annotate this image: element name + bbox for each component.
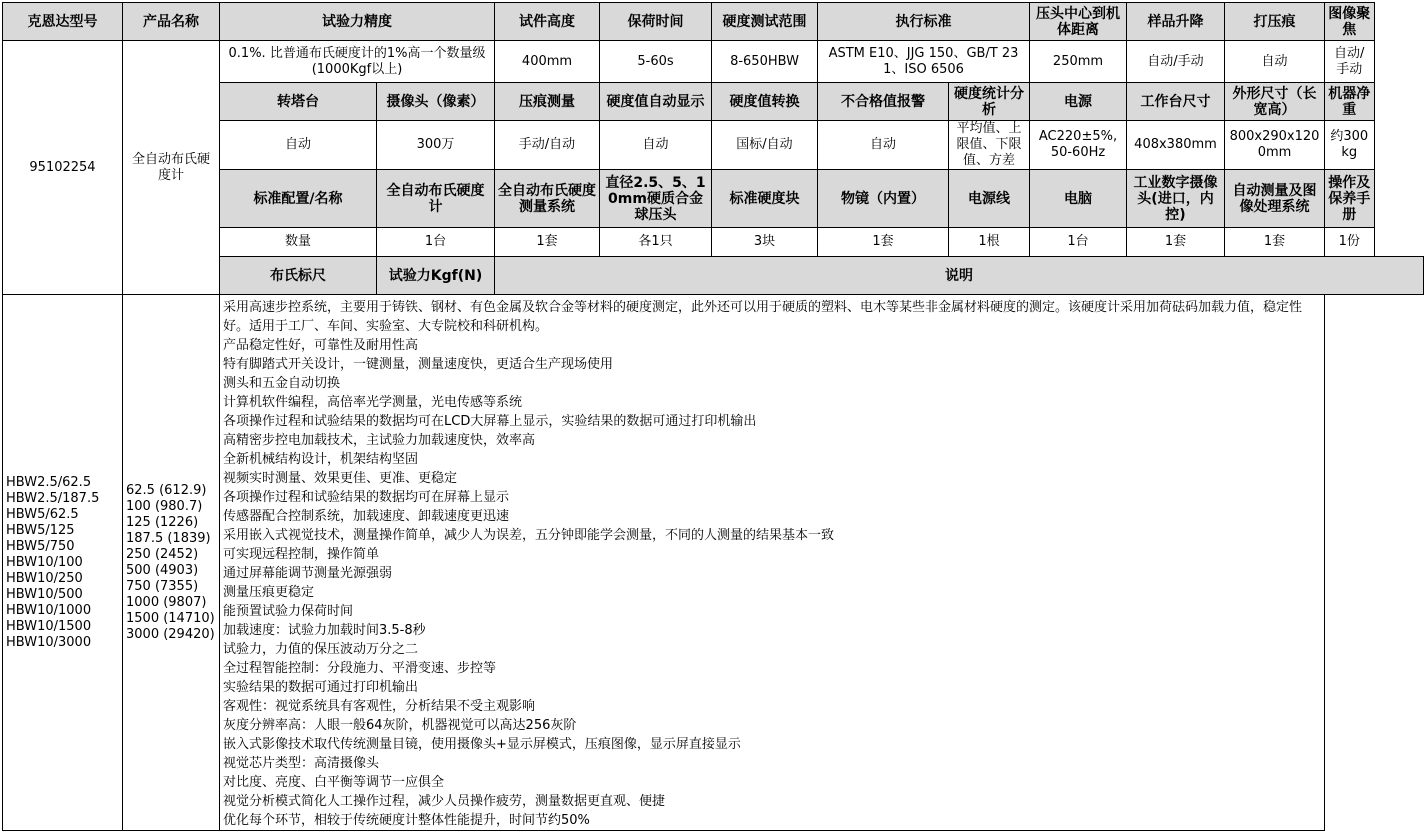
description-line: 加载速度：试验力加载时间3.5-8秒 [223,623,426,638]
force-item: 500 (4903) [126,562,199,578]
description-line: 对比度、亮度、白平衡等调节一应俱全 [223,775,445,790]
force-item: 125 (1226) [126,514,199,530]
description-line: 传感器配合控制系统，加载速度、卸载速度更迅速 [223,509,510,524]
value-cell: 自动 [600,121,712,170]
description-line: 各项操作过程和试验结果的数据均可在屏幕上显示 [223,490,510,505]
value-cell: 1台 [1030,228,1127,257]
product-name: 全自动布氏硬度计 [123,41,220,295]
description-line: 通过屏幕能调节测量光源强弱 [223,566,393,581]
value-cell: 250mm [1030,41,1127,83]
header-cell: 硬度统计分析 [949,83,1030,121]
header-cell: 保荷时间 [600,3,712,41]
value-cell: 400mm [495,41,600,83]
header-cell: 硬度值自动显示 [600,83,712,121]
scale-item: HBW5/62.5 [6,506,79,522]
model-number: 95102254 [3,41,123,295]
details-row [3,295,1424,831]
description-text [220,295,1325,831]
header-cell: 工作台尺寸 [1127,83,1225,121]
description-line: 视觉分析模式简化人工操作过程，减少人员操作疲劳，测量数据更直观、便捷 [223,794,666,809]
header-cell: 工业数字摄像头(进口，内控) [1127,170,1225,228]
description-line: 各项操作过程和试验结果的数据均可在LCD大屏幕上显示，实验结果的数据可通过打印机输出 [223,414,757,429]
description-line: 实验结果的数据可通过打印机输出 [223,680,419,695]
value-cell: 800x290x1200mm [1225,121,1325,170]
force-item: 1500 (14710) [126,610,215,626]
value-cell: 1套 [495,228,600,257]
force-item: 1000 (9807) [126,594,207,610]
force-item: 750 (7355) [126,578,199,594]
header-cell: 电源线 [949,170,1030,228]
header-cell: 克恩达型号 [3,3,123,41]
scale-item: HBW2.5/62.5 [6,474,92,490]
value-cell: 5-60s [600,41,712,83]
header-cell: 自动测量及图像处理系统 [1225,170,1325,228]
scale-list [3,295,123,831]
header-cell: 样品升降 [1127,3,1225,41]
value-cell: 自动 [1225,41,1325,83]
description-line: 能预置试验力保荷时间 [223,604,354,619]
value-cell: 自动/手动 [1325,41,1375,83]
description-header: 说明 [495,257,1424,295]
description-line: 测头和五金自动切换 [223,376,341,391]
description-line: 客观性：视觉系统具有客观性，分析结果不受主观影响 [223,699,536,714]
value-cell: 自动 [818,121,949,170]
spec-table [2,2,1424,831]
description-line: 测量压痕更稳定 [223,585,315,600]
scale-item: HBW10/1500 [6,618,92,634]
value-cell: 1份 [1325,228,1375,257]
scale-item: HBW5/750 [6,538,75,554]
value-cell: 3块 [712,228,818,257]
header-row-1 [3,3,1424,41]
force-item: 187.5 (1839) [126,530,211,546]
description-line: 全新机械结构设计，机架结构坚固 [223,452,419,467]
header-cell: 物镜（内置） [818,170,949,228]
description-line: 可实现远程控制，操作简单 [223,547,380,562]
value-cell: 平均值、上限值、下限值、方差 [949,121,1030,170]
value-cell: 1套 [1225,228,1325,257]
header-cell: 试件高度 [495,3,600,41]
scale-item: HBW5/125 [6,522,75,538]
header-cell: 机器净重 [1325,83,1375,121]
force-item: 100 (980.7) [126,498,203,514]
description-line: 嵌入式影像技术取代传统测量目镜，使用摄像头+显示屏模式，压痕图像，显示屏直接显示 [223,737,741,752]
description-line: 灰度分辨率高：人眼一般64灰阶，机器视觉可以高达256灰阶 [223,718,577,733]
values-row-1 [3,41,1424,83]
force-list [123,295,220,831]
value-cell: AC220±5%, 50-60Hz [1030,121,1127,170]
scale-item: HBW10/1000 [6,602,92,618]
value-cell: 408x380mm [1127,121,1225,170]
description-line: 采用嵌入式视觉技术，测量操作简单，减少人为误差，五分钟即能学会测量，不同的人测量的结果基本一致 [223,528,835,543]
value-cell: ASTM E10、JJG 150、GB/T 231、ISO 6506 [818,41,1030,83]
description-line: 产品稳定性好，可靠性及耐用性高 [223,338,419,353]
value-cell: 8-650HBW [712,41,818,83]
scale-item: HBW10/250 [6,570,83,586]
header-cell: 试验力精度 [220,3,495,41]
description-line: 计算机软件编程，高倍率光学测量，光电传感等系统 [223,395,523,410]
value-cell: 0.1%. 比普通布氏硬度计的1%高一个数量级(1000Kgf以上) [220,41,495,83]
scale-item: HBW10/100 [6,554,83,570]
force-item: 3000 (29420) [126,626,215,642]
header-cell: 压头中心到机体距离 [1030,3,1127,41]
description-line: 高精密步控电加载技术，主试验力加载速度快，效率高 [223,433,536,448]
header-cell: 外形尺寸（长宽高） [1225,83,1325,121]
description-line: 优化每个环节，相较于传统硬度计整体性能提升，时间节约50% [223,813,590,828]
scale-header: 布氏标尺 [220,257,377,295]
force-item: 250 (2452) [126,546,199,562]
force-header: 试验力Kgf(N) [377,257,495,295]
header-cell: 标准硬度块 [712,170,818,228]
header-cell: 压痕测量 [495,83,600,121]
scale-item: HBW10/500 [6,586,83,602]
value-cell: 约300kg [1325,121,1375,170]
description-line: 视觉芯片类型：高清摄像头 [223,756,380,771]
header-cell: 产品名称 [123,3,220,41]
force-item: 62.5 (612.9) [126,482,207,498]
description-line: 试验力，力值的保压波动万分之二 [223,642,419,657]
header-cell: 执行标准 [818,3,1030,41]
value-cell: 自动 [220,121,377,170]
header-cell: 硬度值转换 [712,83,818,121]
description-line: 视频实时测量、效果更佳、更准、更稳定 [223,471,458,486]
header-cell: 电脑 [1030,170,1127,228]
header-cell: 标准配置/名称 [220,170,377,228]
header-cell: 摄像头（像素） [377,83,495,121]
header-cell: 直径2.5、5、10mm硬质合金球压头 [600,170,712,228]
value-cell: 自动/手动 [1127,41,1225,83]
value-cell: 1根 [949,228,1030,257]
description-line: 全过程智能控制：分段施力、平滑变速、步控等 [223,661,497,676]
value-cell: 手动/自动 [495,121,600,170]
header-cell: 不合格值报警 [818,83,949,121]
value-cell: 1台 [377,228,495,257]
header-cell: 电源 [1030,83,1127,121]
value-cell: 1套 [818,228,949,257]
value-cell: 300万 [377,121,495,170]
description-line: 特有脚踏式开关设计，一键测量，测量速度快，更适合生产现场使用 [223,357,614,372]
header-cell: 操作及保养手册 [1325,170,1375,228]
header-cell: 全自动布氏硬度计 [377,170,495,228]
header-cell: 转塔台 [220,83,377,121]
header-cell: 打压痕 [1225,3,1325,41]
value-cell: 各1只 [600,228,712,257]
description-line: 采用高速步控系统，主要用于铸铁、钢材、有色金属及软合金等材料的硬度测定，此外还可以用于硬质的塑料、电木等某些非金属材料硬度的测定。该硬度计采用加荷砝码加载力值，稳定性好。适用于工厂、车间、实验室、大专院校和科研机构。 [223,300,1303,334]
scale-item: HBW10/3000 [6,634,92,650]
header-cell: 图像聚焦 [1325,3,1375,41]
scale-item: HBW2.5/187.5 [6,490,100,506]
value-cell: 1套 [1127,228,1225,257]
header-cell: 全自动布氏硬度测量系统 [495,170,600,228]
header-cell: 硬度测试范围 [712,3,818,41]
value-cell: 国标/自动 [712,121,818,170]
value-cell: 数量 [220,228,377,257]
